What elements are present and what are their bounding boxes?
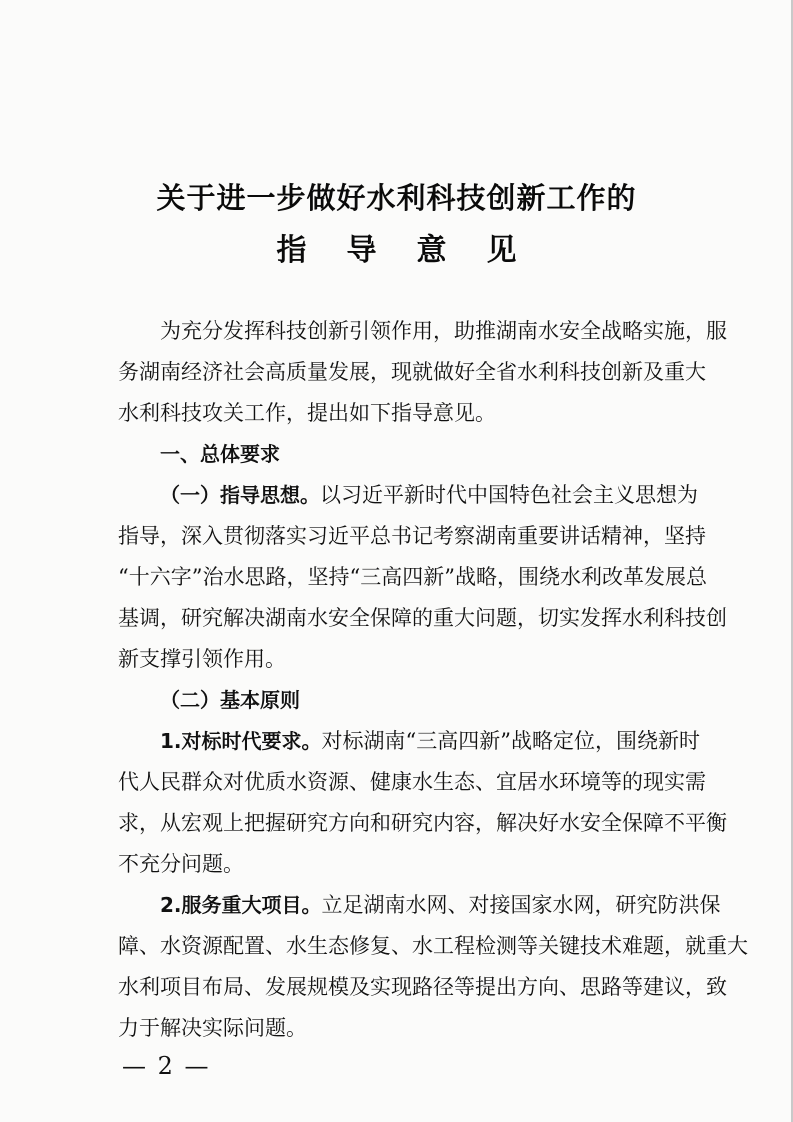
document-title-line-2: 指导意见 [276, 233, 557, 268]
page-number: — 2 — [122, 1052, 211, 1080]
subsection-1-line-5: 新支撑引领作用。 [118, 647, 286, 671]
subsection-1-line-2: 指导，深入贯彻落实习近平总书记考察湖南重要讲话精神，坚持 [118, 524, 706, 548]
principle-2-line-3: 水利项目布局、发展规模及实现路径等提出方向、思路等建议，致 [118, 975, 727, 999]
subsection-1-first-line-text: 以习近平新时代中国特色社会主义思想为 [320, 483, 698, 507]
subsection-1-heading: （一）指导思想。 [160, 483, 320, 507]
subsection-1-line-4: 基调，研究解决湖南水安全保障的重大问题，切实发挥水利科技创 [118, 606, 727, 630]
principle-2-line-2: 障、水资源配置、水生态修复、水工程检测等关键技术难题，就重大 [118, 934, 748, 958]
subsection-1-first-line [160, 480, 698, 510]
document-title-line-1: 关于进一步做好水利科技创新工作的 [156, 181, 637, 215]
principle-2-first-line [160, 890, 721, 920]
principle-2-line-4: 力于解决实际问题。 [118, 1016, 307, 1040]
principle-1-heading: 1.对标时代要求。 [160, 729, 322, 753]
intro-line-3: 水利科技攻关工作，提出如下指导意见。 [118, 401, 496, 425]
principle-1-line-3: 求，从宏观上把握研究方向和研究内容，解决好水安全保障不平衡 [118, 811, 727, 835]
principle-1-first-line-text: 对标湖南“三高四新”战略定位，围绕新时 [321, 729, 700, 753]
principle-2-heading: 2.服务重大项目。 [160, 893, 322, 917]
intro-line-2: 务湖南经济社会高质量发展，现就做好全省水利科技创新及重大 [118, 360, 706, 384]
intro-line-1: 为充分发挥科技创新引领作用，助推湖南水安全战略实施，服 [160, 319, 727, 343]
section-1-heading: 一、总体要求 [160, 442, 280, 466]
subsection-1-line-3: “十六字”治水思路，坚持“三高四新”战略，围绕水利改革发展总 [118, 565, 707, 589]
principle-1-line-4: 不充分问题。 [118, 852, 244, 876]
principle-1-line-2: 代人民群众对优质水资源、健康水生态、宜居水环境等的现实需 [118, 770, 706, 794]
subsection-2-heading: （二）基本原则 [160, 688, 300, 712]
principle-2-first-line-text: 立足湖南水网、对接国家水网，研究防洪保 [321, 893, 721, 917]
principle-1-first-line [160, 726, 700, 756]
